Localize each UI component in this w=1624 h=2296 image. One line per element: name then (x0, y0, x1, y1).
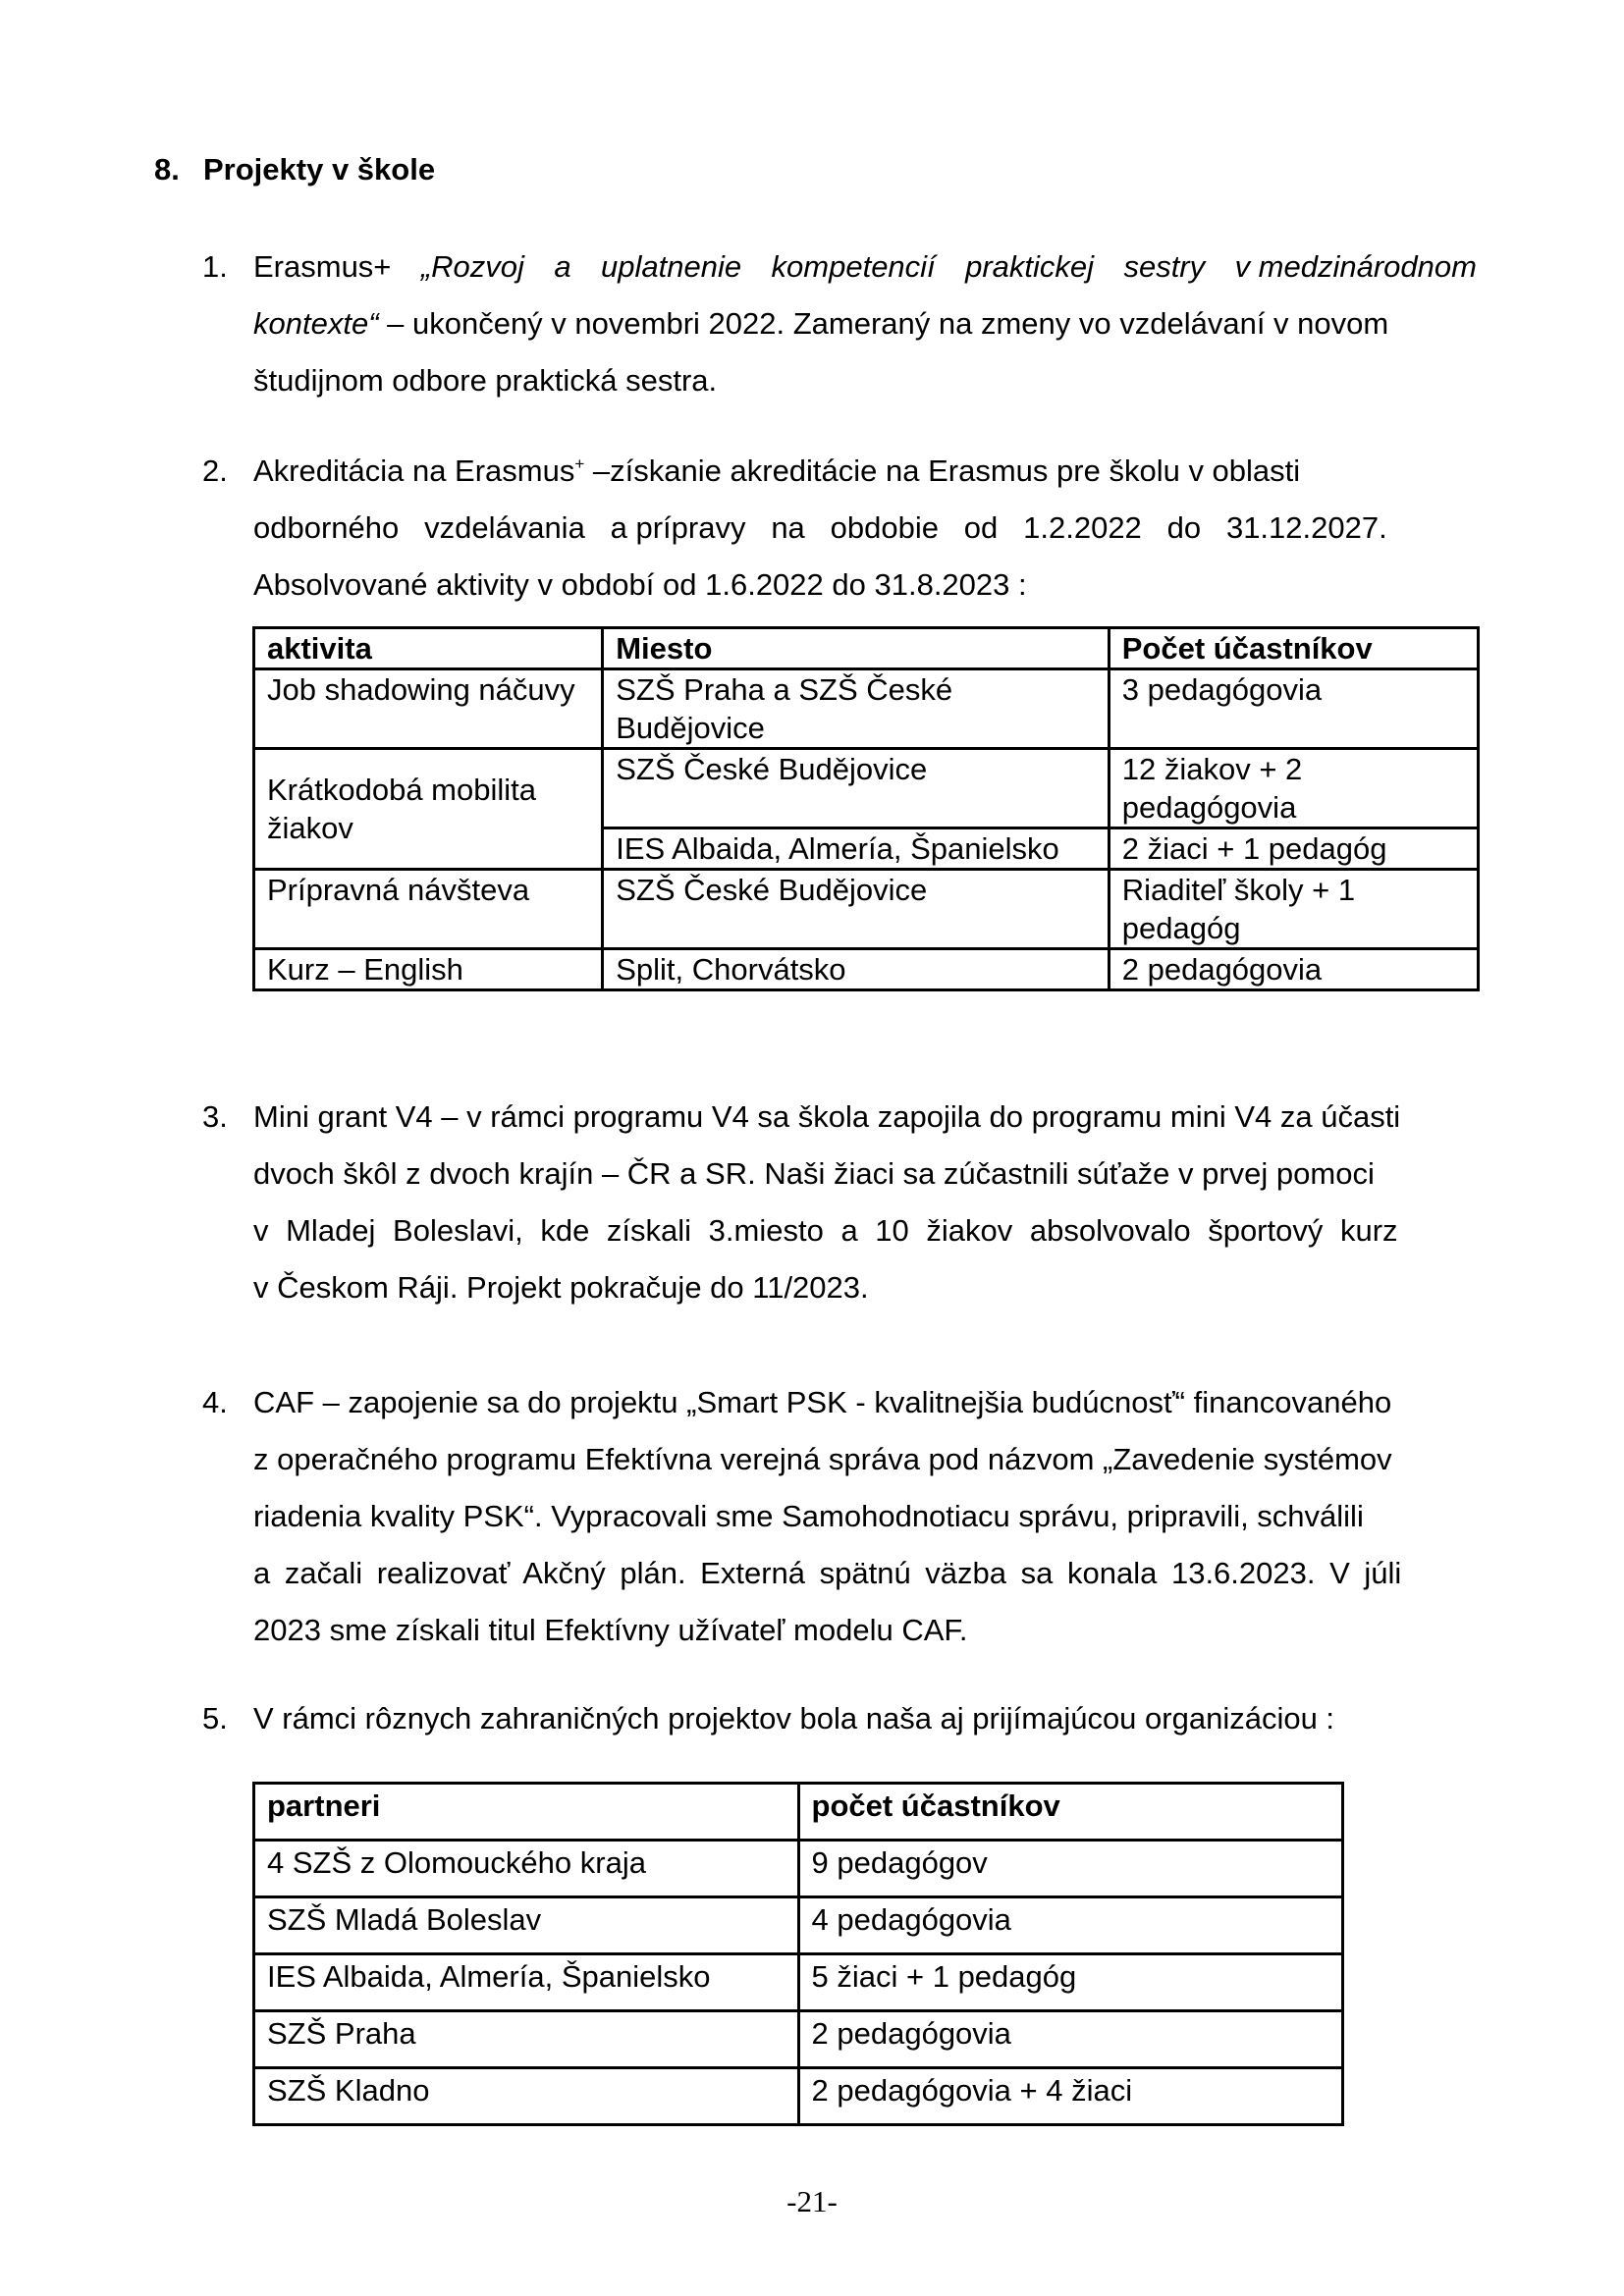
item-2-line-2: odborného vzdelávania a prípravy na obdobie od 1.2.2022 do 31.12.2027. (253, 510, 1387, 545)
item-3-line-2: dvoch škôl z dvoch krajín – ČR a SR. Naši žiaci sa zúčastnili súťaže v prvej pomoci (253, 1156, 1375, 1191)
item-number: 1. (202, 249, 228, 284)
cell-partner: IES Albaida, Almería, Španielsko (254, 1954, 799, 2011)
cell-partner: SZŠ Kladno (254, 2068, 799, 2125)
cell-count: 2 žiaci + 1 pedagóg (1109, 828, 1478, 870)
cell-activity: Job shadowing náčuvy (254, 669, 603, 749)
cell-place: SZŠ Praha a SZŠ České Budějovice (603, 669, 1110, 749)
item-number: 3. (202, 1099, 228, 1134)
item-number: 2. (202, 454, 228, 488)
item-text (253, 1374, 1477, 1659)
header-participants: počet účastníkov (798, 1784, 1342, 1841)
header-count: Počet účastníkov (1109, 628, 1478, 669)
header-partners: partneri (254, 1784, 799, 1841)
item-5-line-1: V rámci rôznych zahraničných projektov bola naša aj prijímajúcou organizáciou : (253, 1701, 1335, 1735)
header-place: Miesto (603, 628, 1110, 669)
cell-count: Riaditeľ školy + 1 pedagóg (1109, 870, 1478, 949)
item-4-line-1: CAF – zapojenie sa do projektu „Smart PSK - kvalitnejšia budúcnosť“ financovaného (253, 1385, 1392, 1419)
cell-place: SZŠ České Budějovice (603, 749, 1110, 828)
cell-participants: 4 pedagógovia (798, 1897, 1342, 1954)
item-number: 4. (202, 1385, 228, 1419)
partners-table (252, 1782, 1344, 2126)
item-3-line-4: v Českom Ráji. Projekt pokračuje do 11/2023. (253, 1270, 869, 1305)
item-text (253, 1690, 1477, 1747)
cell-participants: 2 pedagógovia + 4 žiaci (798, 2068, 1342, 2125)
table-header-row (254, 1784, 1343, 1841)
cell-count: 2 pedagógovia (1109, 949, 1478, 990)
item-4-line-2: z operačného programu Efektívna verejná správa pod názvom „Zavedenie systémov (253, 1442, 1392, 1476)
page-number: -21- (786, 2184, 838, 2218)
item-2-line-1: Akreditácia na Erasmus+ –získanie akreditácie na Erasmus pre školu v oblasti (253, 454, 1301, 488)
item-1-line-3: študijnom odbore praktická sestra. (253, 363, 718, 398)
cell-activity: Prípravná návšteva (254, 870, 603, 949)
cell-activity: Kurz – English (254, 949, 603, 990)
cell-partner: SZŠ Praha (254, 2011, 799, 2068)
table-row (254, 2011, 1343, 2068)
section-number: 8. (154, 152, 180, 187)
item-1-line-2: kontexte“ – ukončený v novembri 2022. Zameraný na zmeny vo vzdelávaní v novom (253, 306, 1389, 341)
cell-place: SZŠ České Budějovice (603, 870, 1110, 949)
cell-place: IES Albaida, Almería, Španielsko (603, 828, 1110, 870)
cell-activity: Krátkodobá mobilita žiakov (254, 749, 603, 870)
item-4-line-5: 2023 sme získali titul Efektívny užívateľ modelu CAF. (253, 1613, 968, 1647)
table-row (254, 870, 1479, 949)
cell-participants: 9 pedagógov (798, 1841, 1342, 1897)
table-row (254, 749, 1479, 828)
table-row (254, 1954, 1343, 2011)
cell-partner: 4 SZŠ z Olomouckého kraja (254, 1841, 799, 1897)
table-row (254, 949, 1479, 990)
header-activity: aktivita (254, 628, 603, 669)
item-2-line-3: Absolvované aktivity v období od 1.6.2022 do 31.8.2023 : (253, 567, 1027, 602)
item-3-line-3: v Mladej Boleslavi, kde získali 3.miesto a 10 žiakov absolvovalo športový kurz (253, 1213, 1398, 1248)
item-4-line-4: a začali realizovať Akčný plán. Externá spätnú väzba sa konala 13.6.2023. V júli (253, 1556, 1402, 1590)
cell-place: Split, Chorvátsko (603, 949, 1110, 990)
cell-participants: 5 žiaci + 1 pedagóg (798, 1954, 1342, 2011)
section-title: Projekty v škole (203, 152, 436, 187)
table-row (254, 1897, 1343, 1954)
cell-participants: 2 pedagógovia (798, 2011, 1342, 2068)
table-row (254, 2068, 1343, 2125)
cell-count: 12 žiakov + 2 pedagógovia (1109, 749, 1478, 828)
item-text (253, 443, 1477, 614)
cell-count: 3 pedagógovia (1109, 669, 1478, 749)
item-4-line-3: riadenia kvality PSK“. Vypracovali sme Samohodnotiacu správu, pripravili, schválili (253, 1499, 1364, 1533)
table-row (254, 1841, 1343, 1897)
table-header-row (254, 628, 1479, 669)
cell-partner: SZŠ Mladá Boleslav (254, 1897, 799, 1954)
activities-table (252, 626, 1480, 991)
item-text (253, 1089, 1477, 1316)
item-text (253, 239, 1477, 409)
section-heading (154, 152, 435, 187)
table-row (254, 669, 1479, 749)
item-3-line-1: Mini grant V4 – v rámci programu V4 sa škola zapojila do programu mini V4 za účasti (253, 1099, 1401, 1134)
item-1-line-1: Erasmus+ „Rozvoj a uplatnenie kompetencií praktickej sestry v medzinárodnom (253, 249, 1477, 284)
item-number: 5. (202, 1701, 228, 1735)
